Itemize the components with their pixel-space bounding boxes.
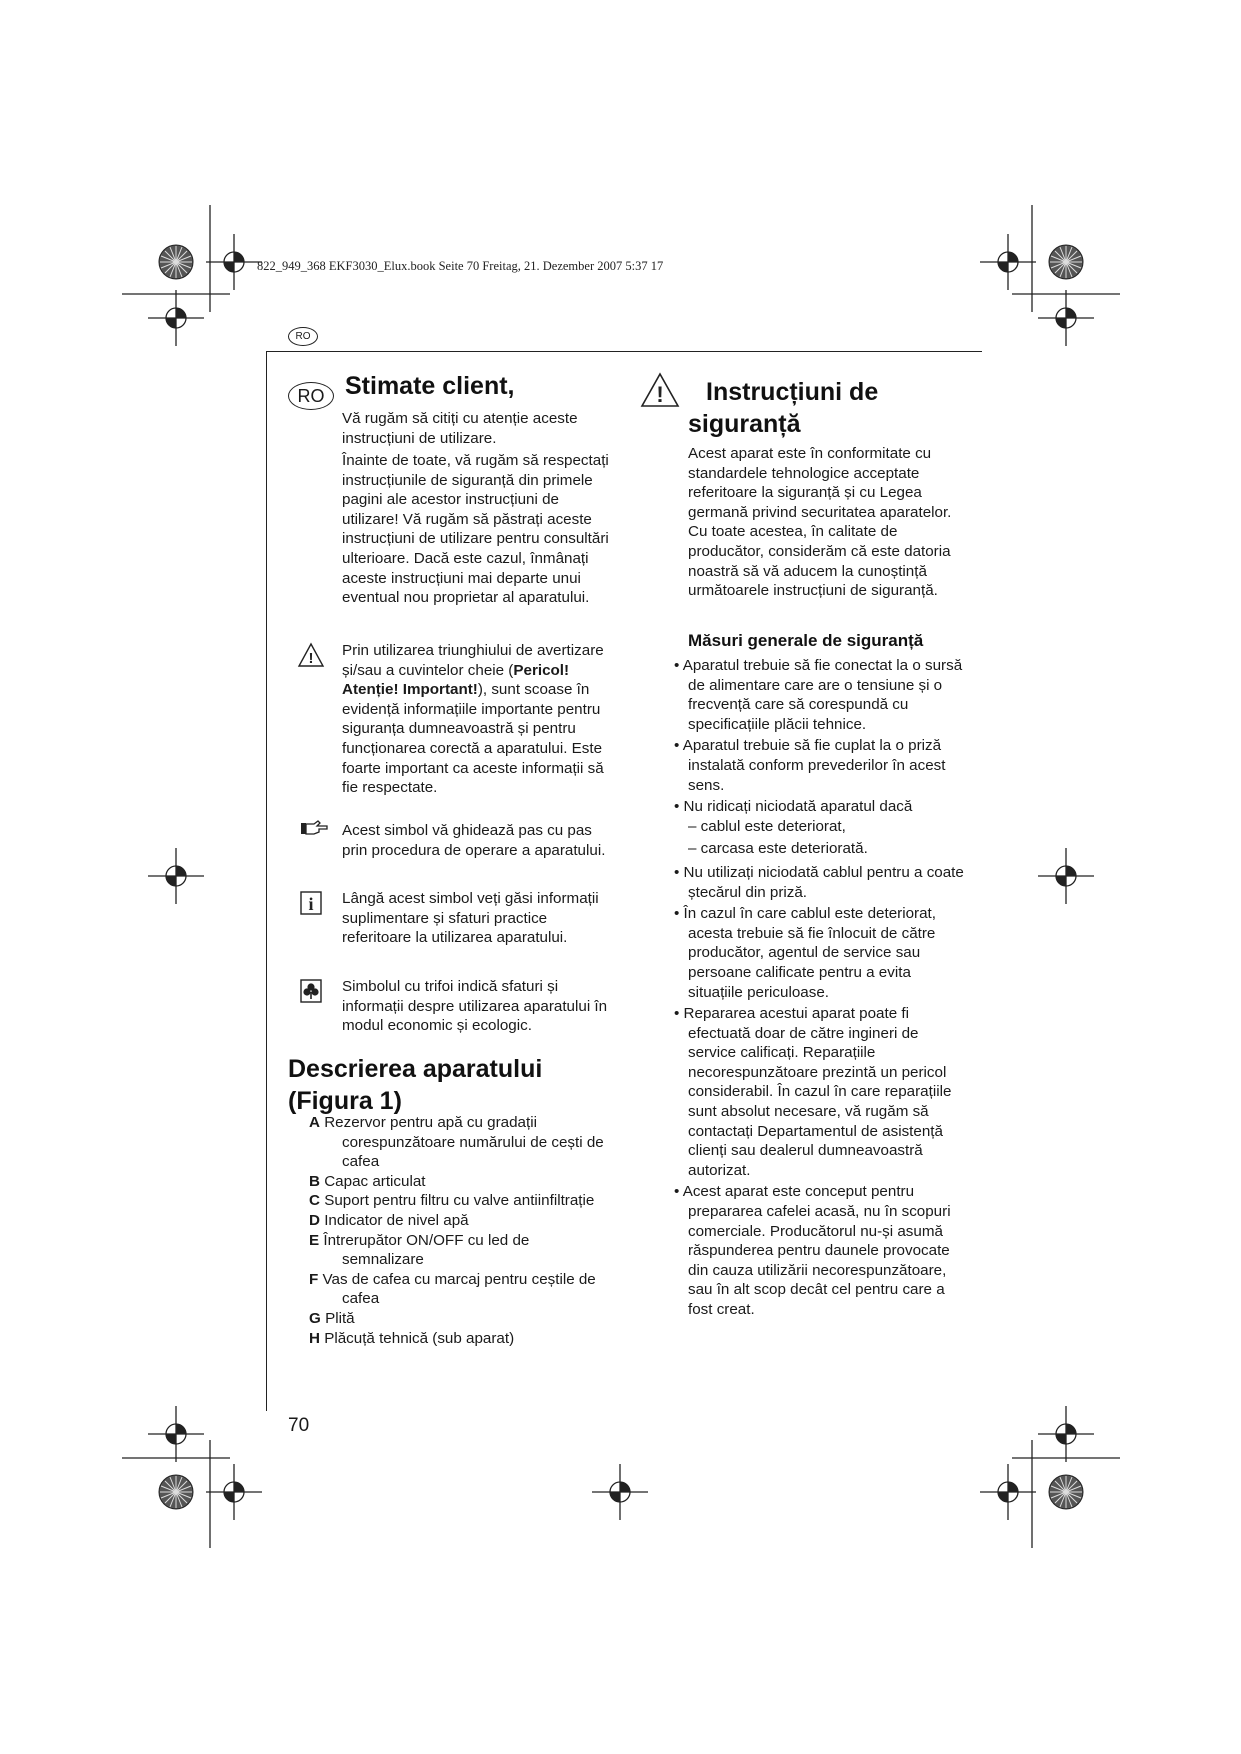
safety-bullet: • Acest aparat este conceput pentru prepararea cafelei acasă, nu în scopuri comerciale. Producătorul nu-și asumă răspunderea pentru daunele provocate din cauza utilizării necorespunzătoare, sau în alt scop decât cel pentru care a fost creat.	[674, 1183, 951, 1318]
warning-pre: Prin utilizarea triunghiului de avertizare și/sau a cuvintelor cheie (	[342, 642, 604, 679]
general-measures-title: Măsuri generale de siguranță	[688, 631, 924, 650]
safety-bullet: • Aparatul trebuie să fie conectat la o sursă de alimentare care are o tensiune și o frecvență care să corespundă cu specificațiile plăcii tehnice.	[674, 657, 963, 733]
clover-symbol-text: Simbolul cu trifoi indică sfaturi și informații despre utilizarea aparatului în modul economic și ecologic.	[342, 978, 608, 1035]
part-letter: A	[309, 1114, 320, 1131]
safety-intro: Acest aparat este în conformitate cu standardele tehnologice acceptate referitoare la siguranță și cu Legea germană privind securitatea aparatelor. Cu toate acestea, în calitate de producător, considerăm că este datoria noastră să vă aducem la cunoștință următoarele instrucțiuni de siguranță.	[688, 445, 952, 600]
bullet-text: În cazul în care cablul este deteriorat, acesta trebuie să fie înlocuit de către producător, agentul de service sau persoane calificate pentru a evita situațiile periculoase.	[683, 905, 936, 1001]
bullet-text: Repararea acestui aparat poate fi efectuată doar de către ingineri de service calificați. Reparațiile necorespunzătoare prezintă un pericol considerabil. În cazul în care reparațiile sunt absolut necesare, vă rugăm să contactați Departamentul de asistență clienți sau dealerul dumneavoastră autorizat.	[683, 1005, 952, 1179]
part-letter: B	[309, 1172, 320, 1190]
greeting-paragraph-1: Vă rugăm să citiți cu atenție aceste instrucțiuni de utilizare.	[342, 410, 578, 447]
greeting-title: Stimate client,	[345, 372, 515, 400]
part-text: Rezervor pentru apă cu gradații corespunzătoare numărului de cești de cafea	[324, 1114, 604, 1171]
part-item	[309, 1329, 615, 1349]
safety-title	[688, 376, 968, 440]
bullet-text: Nu ridicați niciodată aparatul dacă	[683, 798, 913, 816]
part-text: Suport pentru filtru cu valve antiinfiltrație	[324, 1192, 595, 1210]
svg-text:!: !	[308, 650, 314, 667]
greeting-paragraph-2: Înainte de toate, vă rugăm să respectați instrucțiunile de siguranță din primele pagini ale acestor instrucțiuni de utilizare! Vă rugăm să păstrați aceste instrucțiuni de utilizare pentru consultări ulterioare. Dacă este cazul, înmânați aceste instrucțiuni mai departe unui eventual nou proprietar al aparatului.	[342, 452, 609, 607]
safety-subitem: – carcasa este deteriorată.	[688, 840, 868, 858]
safety-bullet: • Nu utilizați niciodată cablul pentru a coate ștecărul din priză.	[674, 863, 964, 901]
warning-keywords: Pericol! Atenție! Important!	[342, 661, 570, 699]
part-item	[309, 1191, 615, 1211]
safety-bullet: • Aparatul trebuie să fie cuplat la o priză instalată conform prevederilor în acest sens.	[674, 737, 946, 794]
part-letter: F	[309, 1270, 319, 1288]
warning-explanation	[342, 641, 614, 798]
svg-text:i: i	[308, 894, 314, 914]
part-item	[309, 1231, 615, 1270]
parts-list	[309, 1113, 615, 1348]
part-item	[309, 1211, 615, 1231]
warning-triangle-icon	[298, 643, 324, 667]
left-divider	[266, 351, 267, 1411]
info-icon	[300, 891, 322, 915]
svg-text:!: !	[656, 382, 664, 407]
part-text: Plăcuță tehnică (sub aparat)	[324, 1329, 515, 1347]
info-symbol-text: Lângă acest simbol veți găsi informații suplimentare și sfaturi practice referitoare la utilizarea aparatului.	[342, 890, 599, 947]
part-text: Indicator de nivel apă	[324, 1211, 469, 1229]
safety-bullet: • Repararea acestui aparat poate fi efectuată doar de către ingineri de service calificați. Reparațiile necorespunzătoare prezintă un pericol considerabil. În cazul în care reparațiile sunt absolut necesare, vă rugăm să contactați Departamentul de asistență clienți sau dealerul dumneavoastră autorizat.	[674, 1005, 952, 1179]
part-text: Capac articulat	[324, 1172, 426, 1190]
language-badge: RO	[288, 382, 334, 410]
part-letter: H	[309, 1329, 320, 1347]
part-item	[309, 1113, 615, 1172]
top-divider	[266, 351, 982, 352]
part-letter: C	[309, 1192, 320, 1210]
bullet-text: Aparatul trebuie să fie cuplat la o priză instalată conform prevederilor în acest sens.	[682, 737, 946, 794]
safety-bullets	[674, 656, 966, 1320]
pointing-hand-icon	[300, 820, 328, 836]
bullet-text: Acest aparat este conceput pentru prepararea cafelei acasă, nu în scopuri comerciale. Producătorul nu-și asumă răspunderea pentru daunele provocate din cauza utilizării necorespunzătoare, sau în alt scop decât cel pentru care a fost creat.	[682, 1183, 951, 1318]
safety-bullet: • Nu ridicați niciodată aparatul dacă	[674, 798, 913, 816]
file-header: 822_949_368 EKF3030_Elux.book Seite 70 Freitag, 21. Dezember 2007 5:37 17	[257, 259, 664, 273]
part-item	[309, 1309, 615, 1329]
bullet-text: Aparatul trebuie să fie conectat la o sursă de alimentare care are o tensiune și o frecvență care să corespundă cu specificațiile plăcii tehnice.	[682, 657, 963, 733]
page-number: 70	[288, 1415, 310, 1436]
part-letter: G	[309, 1309, 321, 1327]
warning-triangle-icon	[640, 372, 680, 408]
part-item	[309, 1172, 615, 1192]
part-text: Întrerupător ON/OFF cu led de semnalizare	[323, 1231, 530, 1269]
part-text: Plită	[325, 1309, 355, 1327]
part-text: Vas de cafea cu marcaj pentru ceștile de cafea	[322, 1270, 596, 1308]
warning-post: ), sunt scoase în evidență informațiile importante pentru siguranța dumneavoastră și pentru funcționarea corectă a aparatului. Este foarte important ca aceste informații să fie respectate.	[342, 681, 604, 797]
hand-symbol-text: Acest simbol vă ghidează pas cu pas prin procedura de operare a aparatului.	[342, 822, 606, 859]
safety-subitem: – cablul este deteriorat,	[688, 817, 846, 835]
part-item	[309, 1270, 615, 1309]
safety-title-text: Instrucțiuni de siguranță	[688, 378, 879, 438]
part-letter: E	[309, 1231, 320, 1249]
part-letter: D	[309, 1211, 320, 1229]
clover-icon	[300, 979, 322, 1003]
bullet-text: Nu utilizați niciodată cablul pentru a coate ștecărul din priză.	[683, 863, 964, 901]
description-title: Descrierea aparatului (Figura 1)	[288, 1055, 543, 1115]
safety-bullet: • În cazul în care cablul este deteriorat, acesta trebuie să fie înlocuit de către producător, agentul de service sau persoane calificate pentru a evita situațiile periculoase.	[674, 905, 936, 1001]
language-badge-small: RO	[288, 327, 318, 346]
